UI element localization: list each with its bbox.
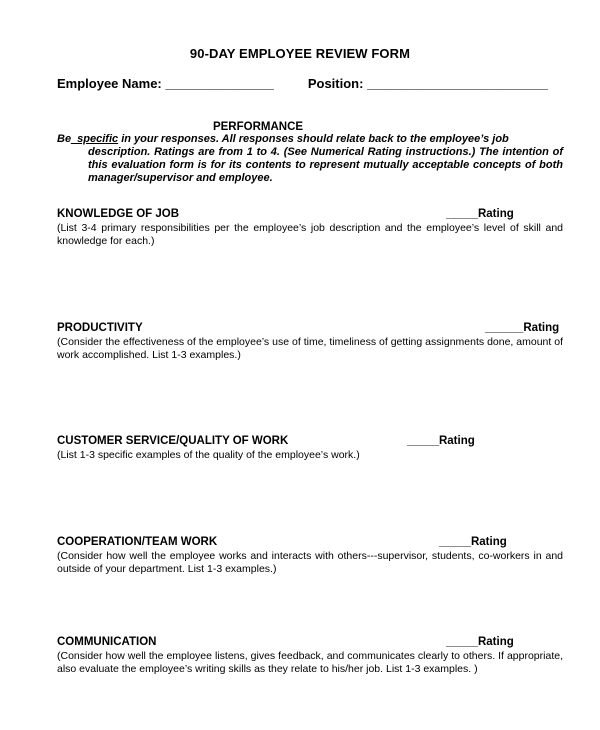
section-description: (Consider how well the employee works and interacts with others---supervisor, students, co-workers in and outside of your department. List 1-3 examples.) bbox=[57, 550, 563, 575]
instr-specific: _specific bbox=[71, 133, 119, 145]
employee-name-blank[interactable]: _______________ bbox=[165, 76, 274, 91]
employee-name-label: Employee Name: bbox=[57, 76, 162, 91]
position-label: Position: bbox=[307, 76, 364, 91]
rating-field[interactable]: _____Rating bbox=[439, 536, 507, 548]
section-communication bbox=[57, 636, 563, 676]
performance-heading: PERFORMANCE bbox=[212, 121, 304, 133]
instr-be: Be bbox=[57, 133, 72, 145]
rating-field[interactable]: _____Rating bbox=[446, 208, 514, 220]
section-title: CUSTOMER SERVICE/QUALITY OF WORK bbox=[57, 435, 289, 447]
section-cooperation-team-work bbox=[57, 536, 563, 576]
section-customer-service bbox=[57, 435, 563, 462]
instr-line1: in your responses. All responses should relate back to the employee’s job bbox=[118, 133, 509, 145]
section-productivity bbox=[57, 322, 563, 362]
section-description: (List 3-4 primary responsibilities per the employee’s job description and the employee’s level of skill and knowledge for each.) bbox=[57, 222, 563, 247]
section-title: COOPERATION/TEAM WORK bbox=[57, 536, 218, 548]
section-description: (List 1-3 specific examples of the quality of the employee’s work.) bbox=[57, 449, 360, 461]
rating-field[interactable]: _____Rating bbox=[407, 435, 475, 447]
section-description: (Consider the effectiveness of the employee’s use of time, timeliness of getting assignments done, amount of work accomplished. List 1-3 examples.) bbox=[57, 336, 563, 361]
section-description: (Consider how well the employee listens, gives feedback, and communicates clearly to others. If appropriate, also evaluate the employee’s writing skills as they relate to his/her job. List 1-3 examples. ) bbox=[57, 650, 563, 675]
rating-field[interactable]: ______Rating bbox=[485, 322, 560, 334]
section-title: PRODUCTIVITY bbox=[57, 322, 143, 334]
section-title: COMMUNICATION bbox=[57, 636, 157, 648]
employee-info-line bbox=[57, 76, 548, 91]
section-knowledge-of-job bbox=[57, 208, 563, 248]
form-title: 90-DAY EMPLOYEE REVIEW FORM bbox=[189, 46, 411, 61]
section-title: KNOWLEDGE OF JOB bbox=[57, 208, 180, 220]
instr-rest: description. Ratings are from 1 to 4. (See Numerical Rating instructions.) The intention of this evaluation form is for its contents to represent mutually acceptable concepts of both manager/supervisor and employee. bbox=[88, 146, 563, 184]
performance-instructions bbox=[57, 133, 563, 185]
position-blank[interactable]: _________________________ bbox=[367, 76, 548, 91]
rating-field[interactable]: _____Rating bbox=[446, 636, 514, 648]
